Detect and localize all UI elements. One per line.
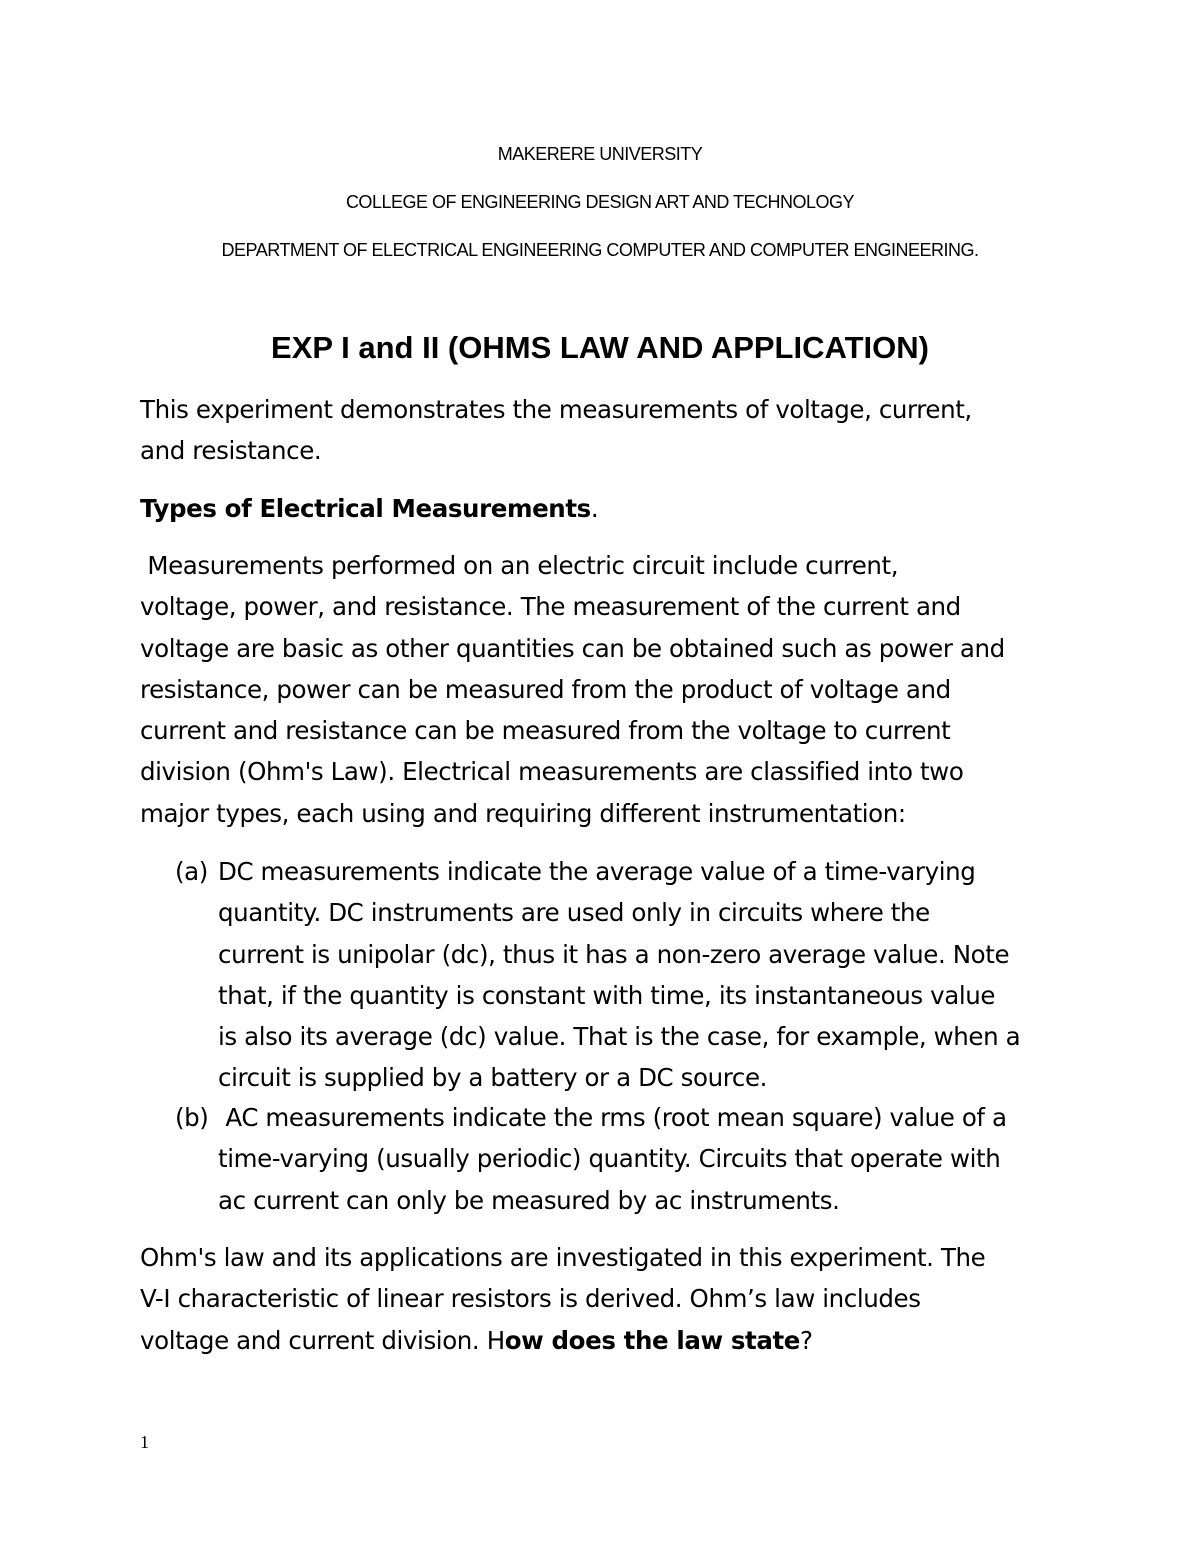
- section-heading-text: Types of Electrical Measurements: [140, 494, 591, 523]
- paragraph-line: voltage are basic as other quantities can be obtained such as power and: [140, 633, 1005, 663]
- measurements-paragraph: [140, 545, 1080, 834]
- list-line: that, if the quantity is constant with time, its instantaneous value: [218, 980, 996, 1010]
- list-line: AC measurements indicate the rms (root mean square) value of a: [218, 1103, 1007, 1132]
- list-body-a: [218, 851, 1098, 1099]
- list-marker-a: (a): [175, 857, 208, 886]
- paragraph-line: division (Ohm's Law). Electrical measurements are classified into two: [140, 757, 964, 787]
- paragraph-line: current and resistance can be measured from the voltage to current: [140, 716, 951, 746]
- list-line: DC measurements indicate the average value of a time-varying: [218, 857, 976, 886]
- last-line-bold: ow does the law state: [504, 1325, 800, 1355]
- list-line: circuit is supplied by a battery or a DC source.: [218, 1063, 768, 1093]
- paragraph-line: Measurements performed on an electric circuit include current,: [140, 551, 899, 580]
- list-line: is also its average (dc) value. That is the case, for example, when a: [218, 1022, 1021, 1052]
- list-marker-b: (b): [175, 1103, 209, 1132]
- last-line-prefix: voltage and current division. H: [140, 1325, 505, 1355]
- ohms-law-paragraph: [140, 1237, 1080, 1361]
- paragraph-line: V-I characteristic of linear resistors is derived. Ohm’s law includes: [140, 1284, 921, 1314]
- section-heading: [140, 488, 1080, 529]
- intro-line: and resistance.: [140, 436, 322, 466]
- document-title: EXP I and II (OHMS LAW AND APPLICATION): [271, 330, 929, 365]
- college-name: COLLEGE OF ENGINEERING DESIGN ART AND TECHNOLOGY: [345, 192, 855, 212]
- list-line: current is unipolar (dc), thus it has a non-zero average value. Note: [218, 939, 1010, 969]
- list-line: quantity. DC instruments are used only in circuits where the: [218, 898, 930, 928]
- department-name: DEPARTMENT OF ELECTRICAL ENGINEERING COMPUTER AND COMPUTER ENGINEERING.: [221, 240, 979, 260]
- last-line-suffix: ?: [799, 1325, 813, 1355]
- list-body-b: [218, 1097, 1098, 1221]
- paragraph-line: Ohm's law and its applications are investigated in this experiment. The: [140, 1243, 986, 1272]
- page-number: 1: [140, 1432, 149, 1452]
- intro-line: This experiment demonstrates the measurements of voltage, current,: [140, 395, 972, 424]
- paragraph-last-line: [140, 1320, 1080, 1361]
- paragraph-line: resistance, power can be measured from the product of voltage and: [140, 674, 951, 704]
- intro-paragraph: [140, 389, 1080, 472]
- list-line: ac current can only be measured by ac instruments.: [218, 1185, 840, 1215]
- paragraph-line: major types, each using and requiring different instrumentation:: [140, 798, 906, 828]
- university-name: MAKERERE UNIVERSITY: [497, 144, 703, 164]
- paragraph-line: voltage, power, and resistance. The measurement of the current and: [140, 592, 961, 622]
- list-line: time-varying (usually periodic) quantity. Circuits that operate with: [218, 1144, 1001, 1174]
- section-heading-suffix: .: [590, 494, 599, 523]
